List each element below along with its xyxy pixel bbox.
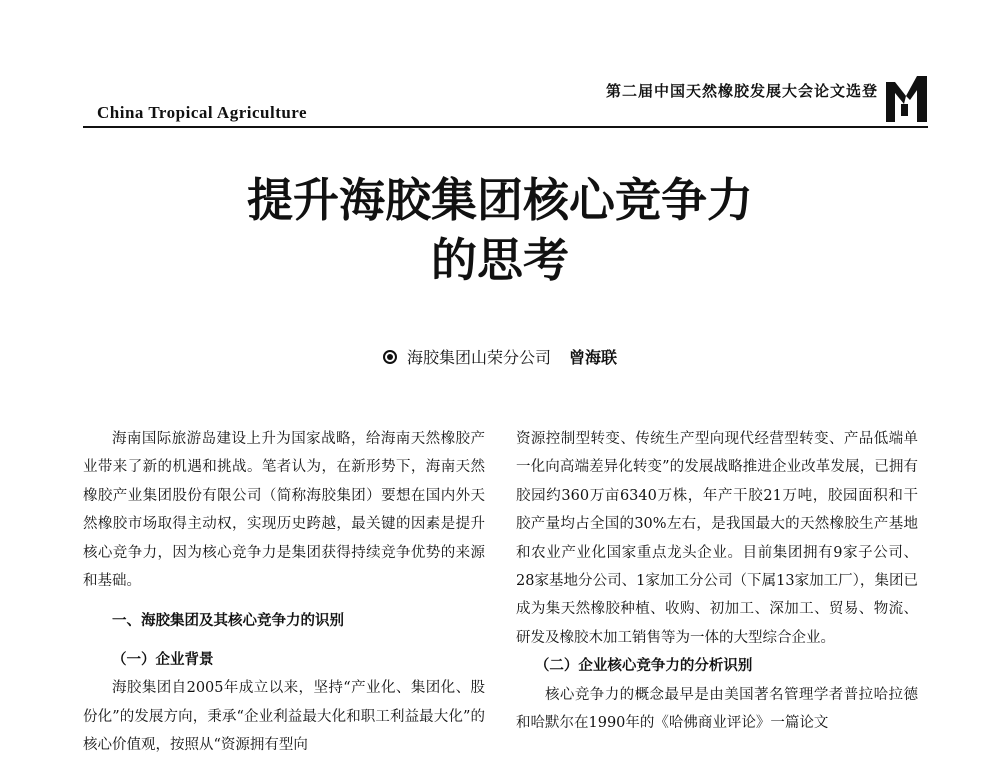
intro-paragraph: 海南国际旅游岛建设上升为国家战略，给海南天然橡胶产业带来了新的机遇和挑战。笔者认为，在新形势下，海南天然橡胶产业集团股份有限公司（简称海胶集团）要想在国内外天然橡胶市场取得主动权，实现历史跨越，最关键的因素是提升核心竞争力，因为核心竞争力是集团获得持续竞争优势的来源和基础。 <box>83 431 485 590</box>
header-rule <box>83 126 928 128</box>
article-title <box>0 170 1000 290</box>
author-organization: 海胶集团山荣分公司 <box>406 348 551 367</box>
subsection-heading-1: （一）企业背景 <box>112 651 214 668</box>
author-name: 曾海联 <box>569 348 618 367</box>
subsection-heading-2: （二）企业核心竞争力的分析识别 <box>534 658 753 675</box>
left-column <box>83 425 485 759</box>
article-title-line-1: 提升海胶集团核心竞争力 <box>247 173 753 227</box>
journal-name: China Tropical Agriculture <box>97 103 308 122</box>
subsection-2-paragraph: 核心竞争力的概念最早是由美国著名管理学者普拉哈拉德和哈默尔在1990年的《哈佛商业评论》一篇论文 <box>516 686 918 732</box>
series-title: 第二届中国天然橡胶发展大会论文选登 <box>605 82 878 100</box>
bullet-icon <box>383 350 397 364</box>
section-heading-1: 一、海胶集团及其核心竞争力的识别 <box>112 613 344 630</box>
journal-logo-icon <box>884 74 930 124</box>
right-column <box>516 425 918 737</box>
subsection-1-paragraph: 海胶集团自2005年成立以来，坚持“产业化、集团化、股份化”的发展方向，秉承“企业利益最大化和职工利益最大化”的核心价值观，按照从“资源拥有型向 <box>83 680 485 754</box>
article-title-line-2: 的思考 <box>431 233 569 287</box>
byline <box>0 345 1000 368</box>
continuation-paragraph: 资源控制型转变、传统生产型向现代经营型转变、产品低端单一化向高端差异化转变”的发展战略推进企业改革发展，已拥有胶园约360万亩6340万株，年产干胶21万吨，胶园面积和干胶产量均占全国的30%左右，是我国最大的天然橡胶生产基地和农业产业化国家重点龙头企业。目前集团拥有9家子公司、28家基地分公司、1家加工分公司（下属13家加工厂），集团已成为集天然橡胶种植、收购、初加工、深加工、贸易、物流、研发及橡胶木加工销售等为一体的大型综合企业。 <box>516 431 918 646</box>
